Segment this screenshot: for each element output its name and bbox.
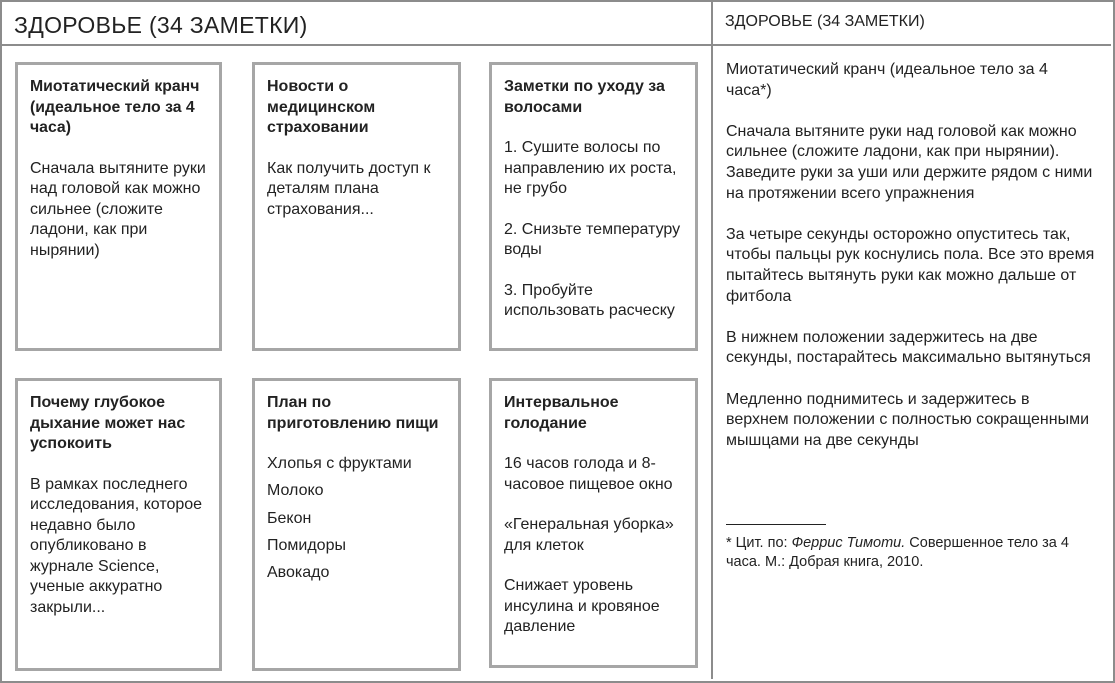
notes-list-header [0, 0, 711, 46]
note-title: Интервальное голодание [504, 394, 619, 432]
note-preview: В рамках последнего исследования, которое недавно было опубликовано в журнале Science, ученые аккуратно закрыли... [30, 475, 203, 616]
detail-paragraph: Медленно поднимитесь и задержитесь в верхнем положении с полностью сокращенными мышцами на две секунды [726, 390, 1090, 449]
detail-folder-title: ЗДОРОВЬЕ (34 ЗАМЕТКИ) [725, 13, 925, 30]
note-title: План по приготовлению пищи [267, 394, 439, 432]
detail-paragraph: Сначала вытяните руки над головой как можно сильнее (сложите ладони, как при нырянии). Заведите руки за уши или держите рядом с ними на протяжении всего упражнения [726, 122, 1093, 202]
footnote-author: Феррис Тимоти. [791, 535, 906, 551]
note-preview-line: Снижает уровень инсулина и кровяное давление [504, 577, 660, 635]
list-item: Хлопья с фруктами [267, 455, 412, 472]
list-item: Бекон [267, 509, 312, 527]
detail-paragraph: За четыре секунды осторожно опуститесь так, чтобы пальцы рук коснулись пола. Все это время пытайтесь вытянуть руки как можно дальше от фитбола [726, 225, 1095, 305]
note-card-meal-plan[interactable] [252, 378, 461, 671]
footnote-rule [726, 524, 826, 525]
note-title: Новости о медицинском страховании [267, 78, 376, 136]
note-preview-line: 16 часов голода и 8-часовое пищевое окно [504, 455, 673, 493]
note-preview: Сначала вытяните руки над головой как можно сильнее (сложите ладони, как при нырянии) [30, 159, 206, 259]
pane-divider [711, 0, 713, 679]
footnote [726, 534, 1096, 571]
note-preview-line: 1. Сушите волосы по направлению их роста, не грубо [504, 139, 677, 197]
list-item: Молоко [267, 482, 324, 500]
note-detail-body[interactable] [726, 60, 1096, 472]
note-preview-line: 2. Снизьте температуру воды [504, 220, 681, 258]
detail-paragraph: Миотатический кранч (идеальное тело за 4 часа*) [726, 61, 1048, 99]
note-card-deep-breathing[interactable] [15, 378, 222, 671]
footnote-prefix: * Цит. по: [726, 535, 792, 551]
folder-title: ЗДОРОВЬЕ (34 ЗАМЕТКИ) [14, 12, 308, 38]
footnote-source: Совершенное тело за 4 часа. М.: Добрая книга, 2010. [726, 535, 1069, 570]
note-title: Миотатический кранч (идеальное тело за 4 часа) [30, 78, 200, 136]
note-detail-header [713, 0, 1111, 46]
list-item: Авокадо [267, 564, 330, 582]
note-preview-line: «Генеральная уборка» для клеток [504, 516, 674, 554]
note-title: Заметки по уходу за волосами [504, 78, 665, 116]
note-card-myotatic-crunch[interactable] [15, 62, 222, 351]
note-preview-line: 3. Пробуйте использовать расческу [504, 281, 675, 319]
note-card-hair-care[interactable] [489, 62, 698, 351]
detail-paragraph: В нижнем положении задержитесь на две секунды, постарайтесь максимально вытянуться [726, 328, 1091, 367]
note-card-intermittent-fasting[interactable] [489, 378, 698, 668]
note-card-insurance-news[interactable] [252, 62, 461, 351]
note-preview: Как получить доступ к деталям плана страхования... [267, 159, 431, 218]
note-title: Почему глубокое дыхание может нас успокоить [30, 394, 186, 452]
list-item: Помидоры [267, 536, 346, 554]
